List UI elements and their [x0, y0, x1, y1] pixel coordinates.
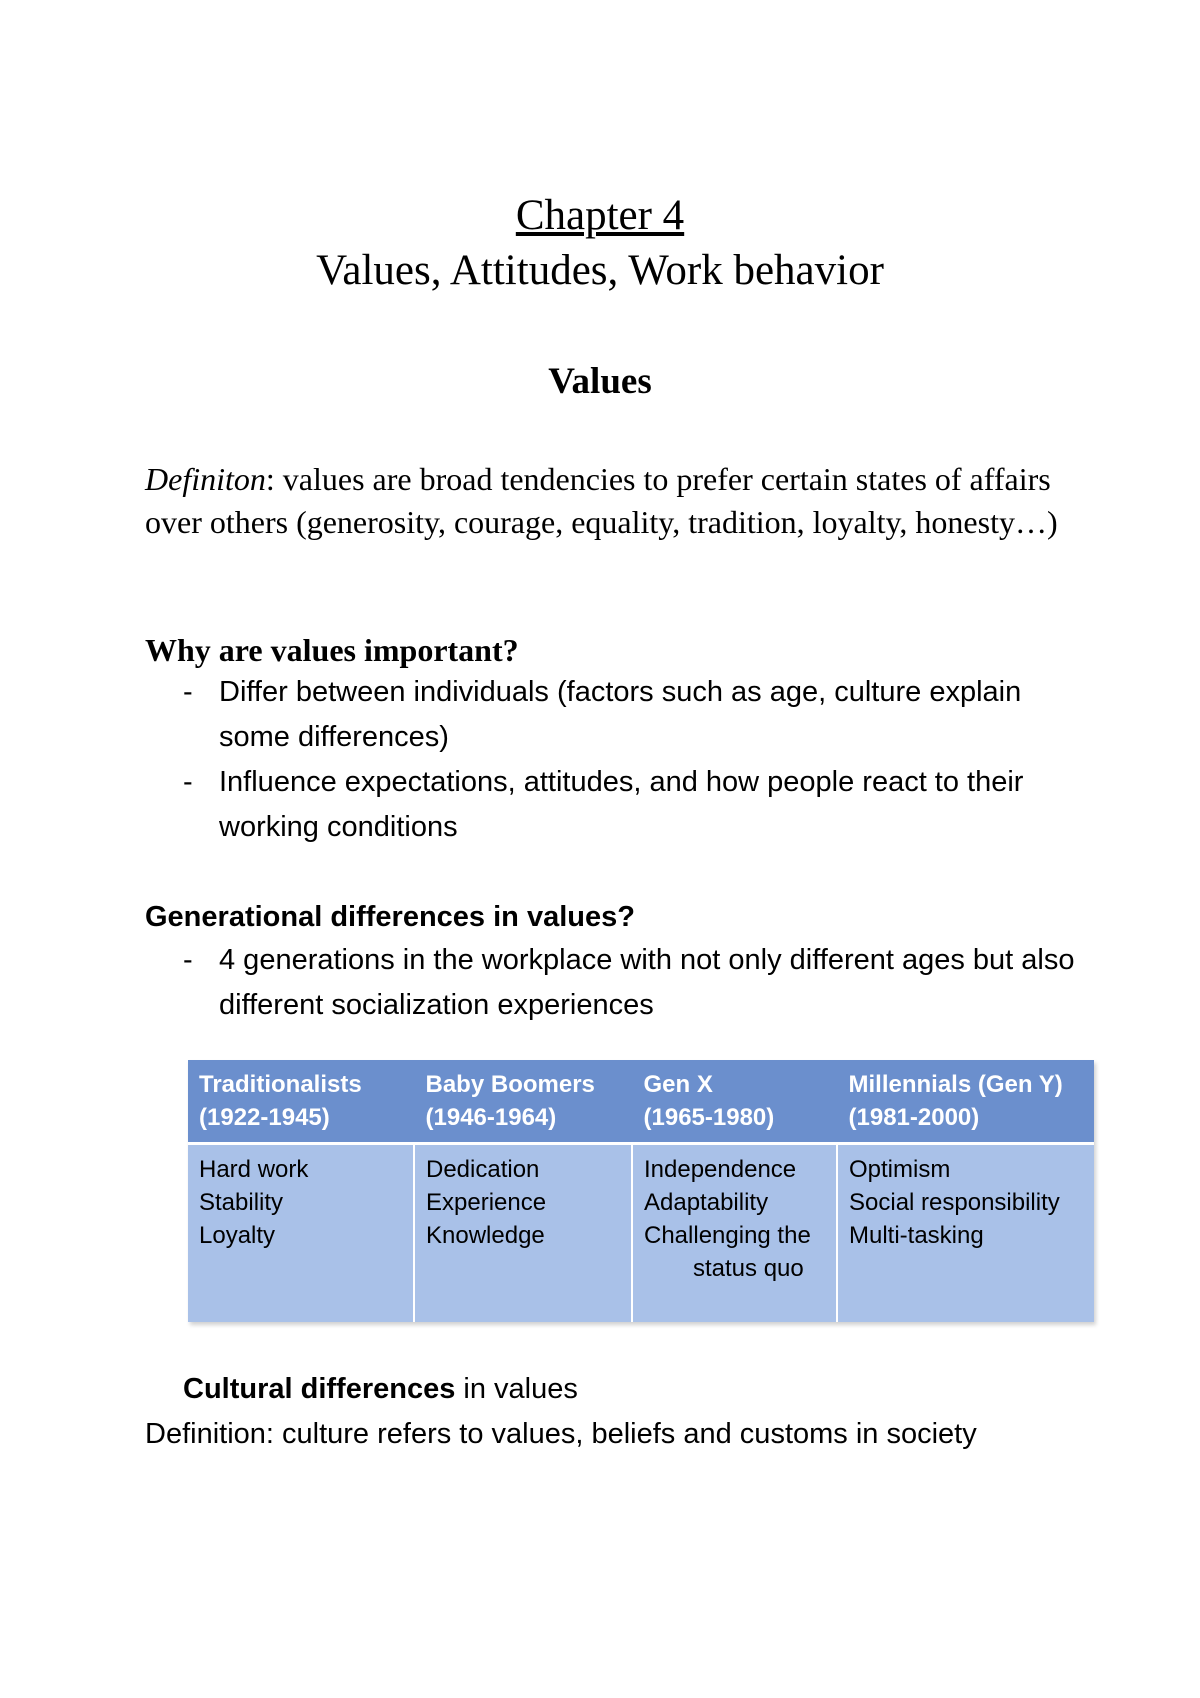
- definition-text: : values are broad tendencies to prefer certain states of affairs over others (generosity, courage, equality, tradition, loyalty, honesty…): [145, 461, 1058, 540]
- generations-table: [188, 1060, 1094, 1322]
- value-item: Experience: [426, 1189, 547, 1216]
- value-item: Dedication: [426, 1156, 540, 1183]
- table-header-millennials: [837, 1060, 1094, 1144]
- culture-definition: Definition: culture refers to values, beliefs and customs in society: [145, 1418, 977, 1450]
- table-row: [188, 1144, 1094, 1323]
- list-item-text: Differ between individuals (factors such as age, culture explain some differences): [219, 676, 1022, 753]
- value-item: Independence: [644, 1156, 797, 1183]
- header-years: (1981-2000): [848, 1104, 980, 1131]
- why-important-list: [145, 670, 1075, 850]
- header-name: Millennials (Gen Y): [848, 1071, 1063, 1098]
- list-item: [145, 938, 1075, 1028]
- value-item: Hard work: [199, 1156, 309, 1183]
- list-item: [145, 670, 1075, 760]
- table-header-traditionalists: [188, 1060, 414, 1144]
- generational-heading: Generational differences in values?: [145, 901, 635, 933]
- value-item: Knowledge: [426, 1222, 545, 1249]
- header-name: Baby Boomers: [425, 1071, 595, 1098]
- header-name: Gen X: [643, 1071, 713, 1098]
- value-item: Social responsibility: [849, 1189, 1060, 1216]
- value-item: Adaptability: [644, 1189, 769, 1216]
- header-years: (1946-1964): [425, 1104, 557, 1131]
- chapter-subtitle: Values, Attitudes, Work behavior: [316, 247, 884, 294]
- list-item-text: 4 generations in the workplace with not only different ages but also different socialization experiences: [219, 944, 1075, 1021]
- value-item: status quo: [693, 1255, 804, 1282]
- cultural-heading: [183, 1368, 578, 1410]
- value-item: Stability: [199, 1189, 284, 1216]
- table-cell-gen-x: [632, 1144, 837, 1323]
- generational-list: [145, 938, 1075, 1028]
- list-item-text: Influence expectations, attitudes, and how people react to their working conditions: [219, 766, 1024, 843]
- bullet-marker: -: [183, 944, 193, 976]
- table-header-row: [188, 1060, 1094, 1144]
- value-item: Multi-tasking: [849, 1222, 984, 1249]
- table-header-baby-boomers: [414, 1060, 632, 1144]
- values-definition: [145, 458, 1075, 544]
- bullet-marker: -: [183, 766, 193, 798]
- bullet-marker: -: [183, 676, 193, 708]
- table-cell-baby-boomers: [414, 1144, 632, 1323]
- header-years: (1965-1980): [643, 1104, 775, 1131]
- why-important-heading: Why are values important?: [145, 632, 519, 668]
- cultural-heading-bold: Cultural differences: [183, 1373, 456, 1405]
- table-header-gen-x: [632, 1060, 837, 1144]
- cultural-heading-rest: in values: [455, 1373, 578, 1405]
- value-item: Challenging the: [644, 1222, 811, 1249]
- generations-table-grid: [188, 1060, 1094, 1322]
- table-cell-millennials: [837, 1144, 1094, 1323]
- value-item: Optimism: [849, 1156, 951, 1183]
- definition-term: Definiton: [145, 461, 266, 497]
- header-name: Traditionalists: [199, 1071, 362, 1098]
- value-item: Loyalty: [199, 1222, 276, 1249]
- values-heading: Values: [548, 361, 652, 402]
- chapter-title: Chapter 4: [515, 192, 685, 239]
- header-years: (1922-1945): [199, 1104, 330, 1131]
- table-cell-traditionalists: [188, 1144, 414, 1323]
- list-item: [145, 760, 1075, 850]
